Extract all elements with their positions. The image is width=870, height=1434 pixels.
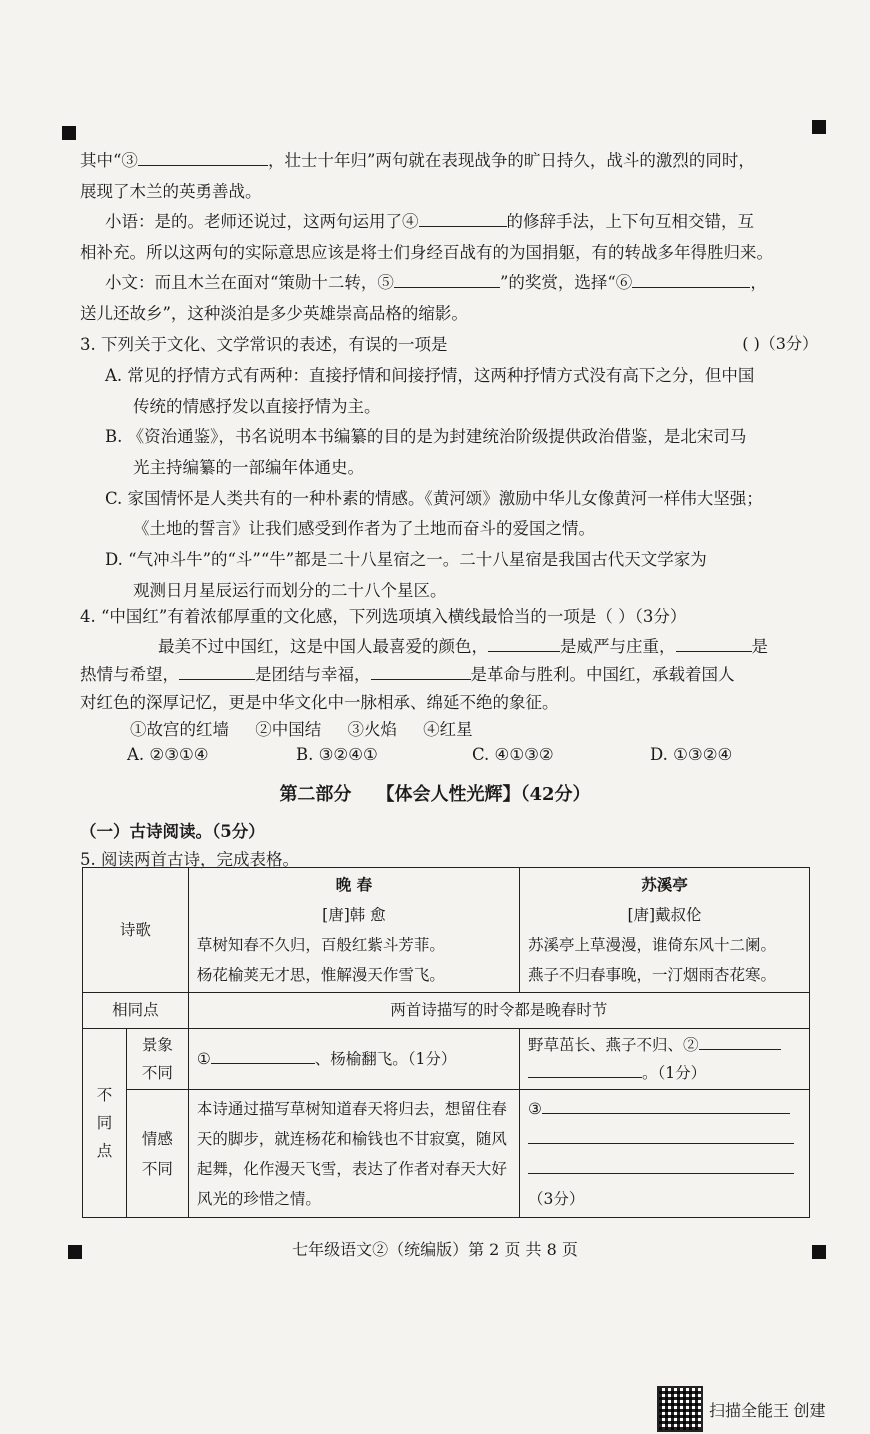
answer-blank-5[interactable] [394, 269, 500, 288]
poem-2-author: [唐]戴叔伦 [627, 906, 702, 924]
question-4-items: ①故宫的红墙 ②中国结 ③火焰 ④红星 [130, 720, 473, 739]
text-line: 展现了木兰的英勇善战。 [80, 182, 262, 201]
option-a-cont: 传统的情感抒发以直接抒情为主。 [133, 397, 381, 416]
text-line: 其中“③ ，壮士十年归”两句就在表现战争的旷日持久，战斗的激烈的同时， [80, 147, 755, 171]
scene-cell-2: 野草茁长、燕子不归、② 。（1分） [520, 1029, 810, 1090]
same-label: 相同点 [83, 993, 189, 1029]
option-d[interactable]: D. ①③②④ [650, 745, 733, 764]
text-line: 热情与希望， 是团结与幸福， 是革命与胜利。中国红，承载着国人 [80, 661, 735, 685]
answer-line[interactable] [528, 1125, 794, 1144]
corner-mark-top-right [812, 120, 826, 134]
option-d-cont: 观测日月星辰运行而划分的二十八个星区。 [133, 581, 447, 600]
fill-blank[interactable] [371, 661, 471, 680]
option-c: C. 家国情怀是人类共有的一种朴素的情感。《黄河颂》激励中华儿女像黄河一样伟大坚强； [105, 489, 763, 508]
answer-blank-2[interactable] [699, 1031, 781, 1050]
fill-blank[interactable] [179, 661, 255, 680]
poem-1-title: 晚 春 [335, 875, 373, 894]
scanner-watermark: 扫描全能王 创建 [657, 1386, 825, 1432]
answer-blank-3[interactable] [542, 1095, 790, 1114]
emotion-label: 情感 不同 [126, 1090, 188, 1218]
section-heading: （一）古诗阅读。（5分） [80, 822, 265, 841]
fill-blank[interactable] [488, 633, 560, 652]
poem-2-cell [520, 868, 810, 993]
answer-line[interactable] [528, 1155, 794, 1174]
diff-label: 不 同 点 [83, 1029, 127, 1218]
text-line: 对红色的深厚记忆，更是中华文化中一脉相承、绵延不绝的象征。 [80, 693, 559, 712]
emotion-cell-2: ③ （3分） [520, 1090, 810, 1218]
question-5-stem: 5. 阅读两首古诗，完成表格。 [80, 850, 299, 869]
fill-blank[interactable] [676, 633, 752, 652]
question-3-answer-box[interactable]: ( )（3分） [742, 334, 818, 353]
text-line: 相补充。所以这两句的实际意思应该是将士们身经百战有的为国捐躯，有的转战多年得胜归来。 [80, 243, 773, 262]
option-b: B. 《资治通鉴》，书名说明本书编纂的目的是为封建统治阶级提供政治借鉴，是北宋司马 [105, 427, 747, 446]
answer-blank-1[interactable] [211, 1045, 315, 1064]
poem-1-line: 杨花榆荚无才思，惟解漫天作雪飞。 [196, 966, 445, 984]
scene-cell-1: ① 、杨榆翻飞。（1分） [188, 1029, 519, 1090]
poem-1-cell [188, 868, 519, 993]
emotion-cell-1: 本诗通过描写草树知道春天将归去，想留住春天的脚步，就连杨花和榆钱也不甘寂寞，随风起舞，化作漫天飞雪，表达了作者对春天大好风光的珍惜之情。 [188, 1090, 519, 1218]
text-line: 小语：是的。老师还说过，这两句运用了④ 的修辞手法，上下句互相交错，互 [105, 208, 754, 232]
answer-blank-6[interactable] [632, 269, 750, 288]
option-b-cont: 光主持编纂的一部编年体通史。 [133, 458, 364, 477]
option-a[interactable]: A. ②③①④ [127, 745, 209, 764]
option-b[interactable]: B. ③②④① [296, 745, 378, 764]
page-footer: 七年级语文②（统编版）第 2 页 共 8 页 [292, 1240, 578, 1259]
qr-code-icon [657, 1386, 703, 1432]
text-line: 最美不过中国红，这是中国人最喜爱的颜色， 是威严与庄重， 是 [158, 633, 768, 657]
option-c[interactable]: C. ④①③② [472, 745, 554, 764]
poem-table [82, 867, 810, 1218]
scene-label: 景象 不同 [126, 1029, 188, 1090]
option-c-cont: 《土地的誓言》让我们感受到作者为了土地而奋斗的爱国之情。 [133, 519, 595, 538]
poem-2-line: 苏溪亭上草漫漫，谁倚东风十二阑。 [528, 936, 777, 954]
poem-2-line: 燕子不归春事晚，一汀烟雨杏花寒。 [528, 966, 777, 984]
question-3-stem: 3. 下列关于文化、文学常识的表述，有误的一项是 [80, 335, 448, 354]
text-line: 送儿还故乡”，这种淡泊是多少英雄崇高品格的缩影。 [80, 304, 468, 323]
answer-blank-4[interactable] [419, 208, 507, 227]
header-poem: 诗歌 [83, 868, 189, 993]
poem-2-title: 苏溪亭 [641, 875, 688, 894]
poem-1-line: 草树知春不久归，百般红紫斗芳菲。 [196, 936, 445, 954]
answer-blank-2-cont[interactable] [528, 1059, 642, 1078]
option-d: D. “气冲斗牛”的“斗”“牛”都是二十八星宿之一。二十八星宿是我国古代天文学家为 [105, 550, 707, 569]
text-line: 小文：而且木兰在面对“策勋十二转，⑤ ”的奖赏，选择“⑥ ， [105, 269, 767, 293]
option-a: A. 常见的抒情方式有两种：直接抒情和间接抒情，这两种抒情方式没有高下之分，但中国 [105, 366, 755, 385]
part-title: 第二部分 【体会人性光辉】（42分） [279, 784, 591, 805]
poem-1-author: [唐]韩 愈 [322, 906, 386, 924]
same-text: 两首诗描写的时令都是晚春时节 [188, 993, 809, 1029]
answer-blank-3[interactable] [138, 147, 268, 166]
corner-mark-top-left [62, 126, 76, 140]
question-4-stem: 4. “中国红”有着浓郁厚重的文化感，下列选项填入横线最恰当的一项是（ ）（3分） [80, 607, 687, 626]
